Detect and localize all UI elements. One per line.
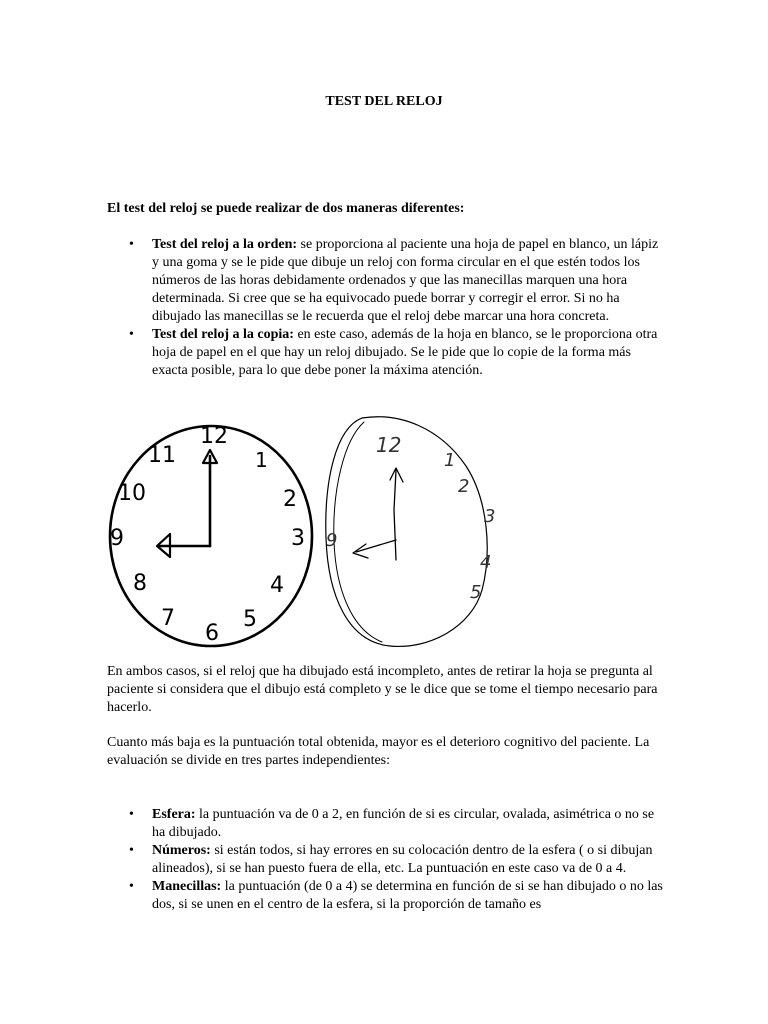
clock-drawings-figure: [100, 410, 520, 650]
criterion-label: Esfera:: [152, 807, 196, 822]
impaired-clock-mark-9: 9: [326, 530, 338, 551]
list-item-method-order: [107, 236, 667, 326]
method-label: Test del reloj a la orden:: [152, 237, 298, 252]
normal-clock-number-6: 6: [205, 621, 219, 646]
normal-clock-drawing: [110, 424, 312, 646]
normal-clock-number-1: 1: [255, 448, 268, 472]
impaired-clock-minute-arrow: [390, 468, 403, 482]
paragraph-incomplete-clock: En ambos casos, si el reloj que ha dibujado está incompleto, antes de retirar la hoja se pregunta al paciente si considera que el dibujo está completo y se le dice que se tome el tiempo necesario para hacerlo.: [107, 664, 658, 715]
criteria-list: [107, 806, 667, 914]
criterion-text: la puntuación va de 0 a 2, en función de si es circular, ovalada, asimétrica o no se ha dibujado.: [152, 807, 655, 840]
criterion-label: Números:: [152, 843, 211, 858]
impaired-clock-mark-2: 2: [458, 476, 470, 497]
list-item-method-copy: [107, 326, 667, 380]
criterion-text: la puntuación (de 0 a 4) se determina en función de si se han dibujado o no las dos, si se unen en el centro de la esfera, si la proporción de tamaño es: [152, 879, 663, 912]
impaired-clock-drawing: [326, 417, 496, 647]
page-title: TEST DEL RELOJ: [325, 94, 443, 109]
normal-clock-number-8: 8: [133, 571, 147, 596]
method-text: se proporciona al paciente una hoja de papel en blanco, un lápiz y una goma y se le pide que dibuje un reloj con forma circular en el que estén todos los números de las horas debidamente ordenados y que las manecillas marquen una hora determinada. Si cree que se ha equivocado puede borrar y corregir el error. Si no ha dibujado las manecillas se le recuerda que el reloj debe marcar una hora concreta.: [152, 237, 659, 324]
normal-clock-number-5: 5: [243, 607, 257, 632]
normal-clock-number-2: 2: [283, 487, 297, 512]
normal-clock-number-4: 4: [270, 573, 284, 598]
normal-clock-number-9: 9: [110, 526, 124, 551]
intro-heading: El test del reloj se puede realizar de dos maneras diferentes:: [107, 201, 465, 216]
method-text: en este caso, además de la hoja en blanco, se le proporciona otra hoja de papel en el que hay un reloj dibujado. Se le pide que lo copie de la forma más exacta posible, para lo que debe poner la máxima atención.: [152, 327, 658, 378]
criterion-text: si están todos, si hay errores en su colocación dentro de la esfera ( o si dibujan alineados), si se han puesto fuera de ella, etc. La puntuación en este caso va de 0 a 4.: [152, 843, 653, 876]
impaired-clock-face: [326, 417, 487, 647]
paragraph-scoring-intro: Cuanto más baja es la puntuación total obtenida, mayor es el deterioro cognitivo del paciente. La evaluación se divide en tres partes independientes:: [107, 735, 650, 768]
impaired-clock-mark-5: 5: [470, 582, 482, 603]
normal-clock-number-11: 11: [148, 443, 176, 468]
impaired-clock-mark-4: 4: [480, 552, 492, 573]
impaired-clock-mark-3: 3: [484, 506, 496, 527]
normal-clock-number-7: 7: [161, 606, 175, 631]
impaired-clock-mark-12: 12: [376, 433, 402, 457]
normal-clock-number-10: 10: [118, 481, 146, 506]
bullet-icon: •: [129, 327, 134, 342]
criterion-label: Manecillas:: [152, 879, 222, 894]
bullet-icon: •: [129, 237, 134, 252]
method-label: Test del reloj a la copia:: [152, 327, 294, 342]
list-item-criterion-numeros: [107, 842, 667, 878]
bullet-icon: •: [129, 807, 134, 822]
methods-list: [107, 236, 667, 380]
normal-clock-number-12: 12: [200, 424, 228, 449]
list-item-criterion-manecillas: [107, 878, 667, 914]
bullet-icon: •: [129, 843, 134, 858]
impaired-clock-mark-1: 1: [444, 450, 456, 471]
bullet-icon: •: [129, 879, 134, 894]
impaired-clock-minute-hand: [394, 470, 396, 560]
list-item-criterion-esfera: [107, 806, 667, 842]
normal-clock-number-3: 3: [291, 526, 305, 551]
